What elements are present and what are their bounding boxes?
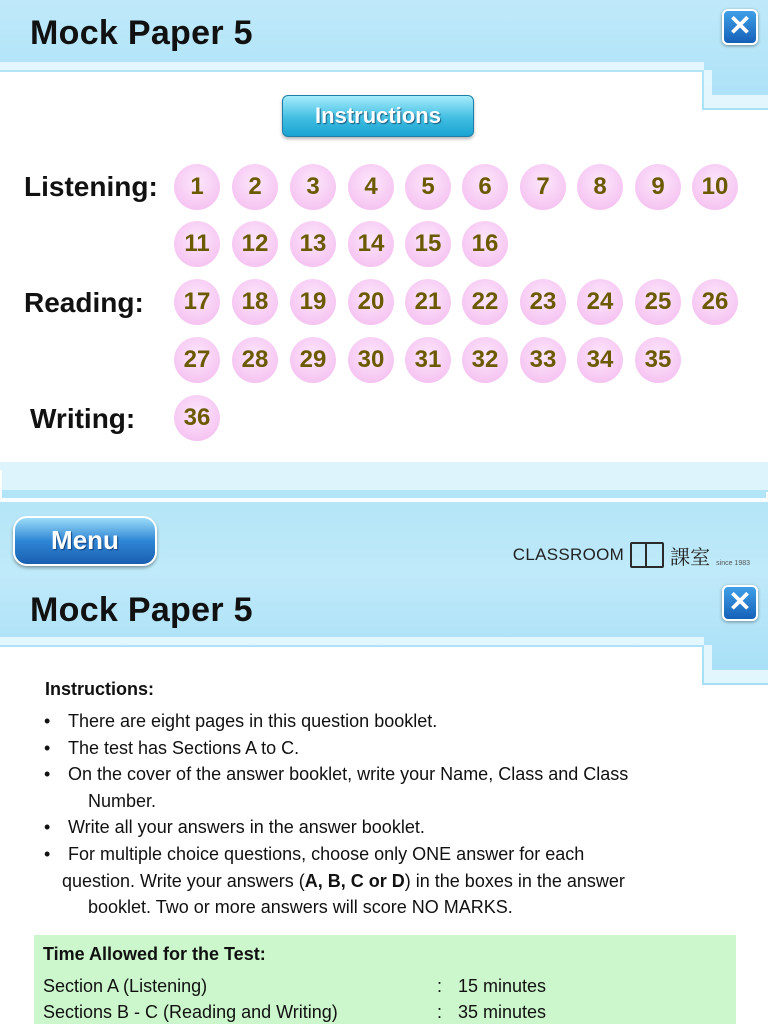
menu-button[interactable]: Menu [13,516,157,566]
question-number-button[interactable]: 23 [520,279,566,325]
time-allowed-box [34,935,736,1024]
question-number-button[interactable]: 16 [462,221,508,267]
question-number-button[interactable]: 15 [405,221,451,267]
question-number-button[interactable]: 32 [462,337,508,383]
brand-name: CLASSROOM [512,545,625,564]
time-allowed-title: Time Allowed for the Test: [43,944,266,964]
question-number-button[interactable]: 28 [232,337,278,383]
instructions-heading: Instructions: [45,679,155,699]
time-row-duration: 15 minutes [458,976,547,996]
time-row-section: Sections B - C (Reading and Writing) [43,1002,338,1022]
list-item: • On the cover of the answer booklet, write your Name, Class and Class Number. [44,764,629,811]
question-number-button[interactable]: 34 [577,337,623,383]
instructions-button[interactable]: Instructions [282,95,474,137]
question-number-button[interactable]: 18 [232,279,278,325]
brand-since: since 1983 [716,560,750,567]
question-number-button[interactable]: 35 [635,337,681,383]
list-item: • For multiple choice questions, choose only ONE answer for each question. Write your answers (A, B, C or D) in the boxes in the answer booklet. Two or more answers will score NO MARKS. [44,843,625,918]
question-number-button[interactable]: 29 [290,337,336,383]
brand-cjk: 課室 [670,546,711,569]
question-number-button[interactable]: 13 [290,221,336,267]
question-number-button[interactable]: 24 [577,279,623,325]
question-number-button[interactable]: 11 [174,221,220,267]
question-number-button[interactable]: 25 [635,279,681,325]
time-row-colon: : [437,976,443,996]
question-number-button[interactable]: 1 [174,164,220,210]
book-icon [630,542,664,568]
question-number-button[interactable]: 20 [348,279,394,325]
question-number-button[interactable]: 3 [290,164,336,210]
question-number-button[interactable]: 14 [348,221,394,267]
close-button[interactable] [722,585,758,621]
question-number-button[interactable]: 6 [462,164,508,210]
time-row-colon: : [437,1002,443,1022]
question-number-button[interactable]: 19 [290,279,336,325]
question-number-button[interactable]: 4 [348,164,394,210]
list-item: • There are eight pages in this question booklet. [44,711,438,731]
classroom-logo [513,540,750,570]
question-number-button[interactable]: 26 [692,279,738,325]
close-button[interactable] [722,9,758,45]
section-label-writing: Writing: [30,403,136,434]
question-number-button[interactable]: 22 [462,279,508,325]
question-number-button[interactable]: 33 [520,337,566,383]
question-number-button[interactable]: 7 [520,164,566,210]
instructions-list [40,708,720,921]
time-row-duration: 35 minutes [458,1002,547,1022]
page-title: Mock Paper 5 [30,14,253,52]
question-number-button[interactable]: 36 [174,395,220,441]
list-item: • Write all your answers in the answer booklet. [44,817,425,838]
question-number-button[interactable]: 10 [692,164,738,210]
question-number-button[interactable]: 27 [174,337,220,383]
question-number-button[interactable]: 2 [232,164,278,210]
question-number-button[interactable]: 9 [635,164,681,210]
question-number-button[interactable]: 21 [405,279,451,325]
close-icon: ✕ [728,586,752,617]
section-label-reading: Reading: [24,287,144,318]
question-number-button[interactable]: 31 [405,337,451,383]
time-row-section: Section A (Listening) [43,976,208,996]
section-label-listening: Listening: [24,171,158,202]
close-icon: ✕ [728,10,752,41]
question-number-button[interactable]: 12 [232,221,278,267]
question-number-button[interactable]: 5 [405,164,451,210]
question-number-button[interactable]: 30 [348,337,394,383]
question-number-button[interactable]: 17 [174,279,220,325]
question-number-button[interactable]: 8 [577,164,623,210]
list-item: • The test has Sections A to C. [44,737,300,758]
page-title: Mock Paper 5 [30,591,253,629]
